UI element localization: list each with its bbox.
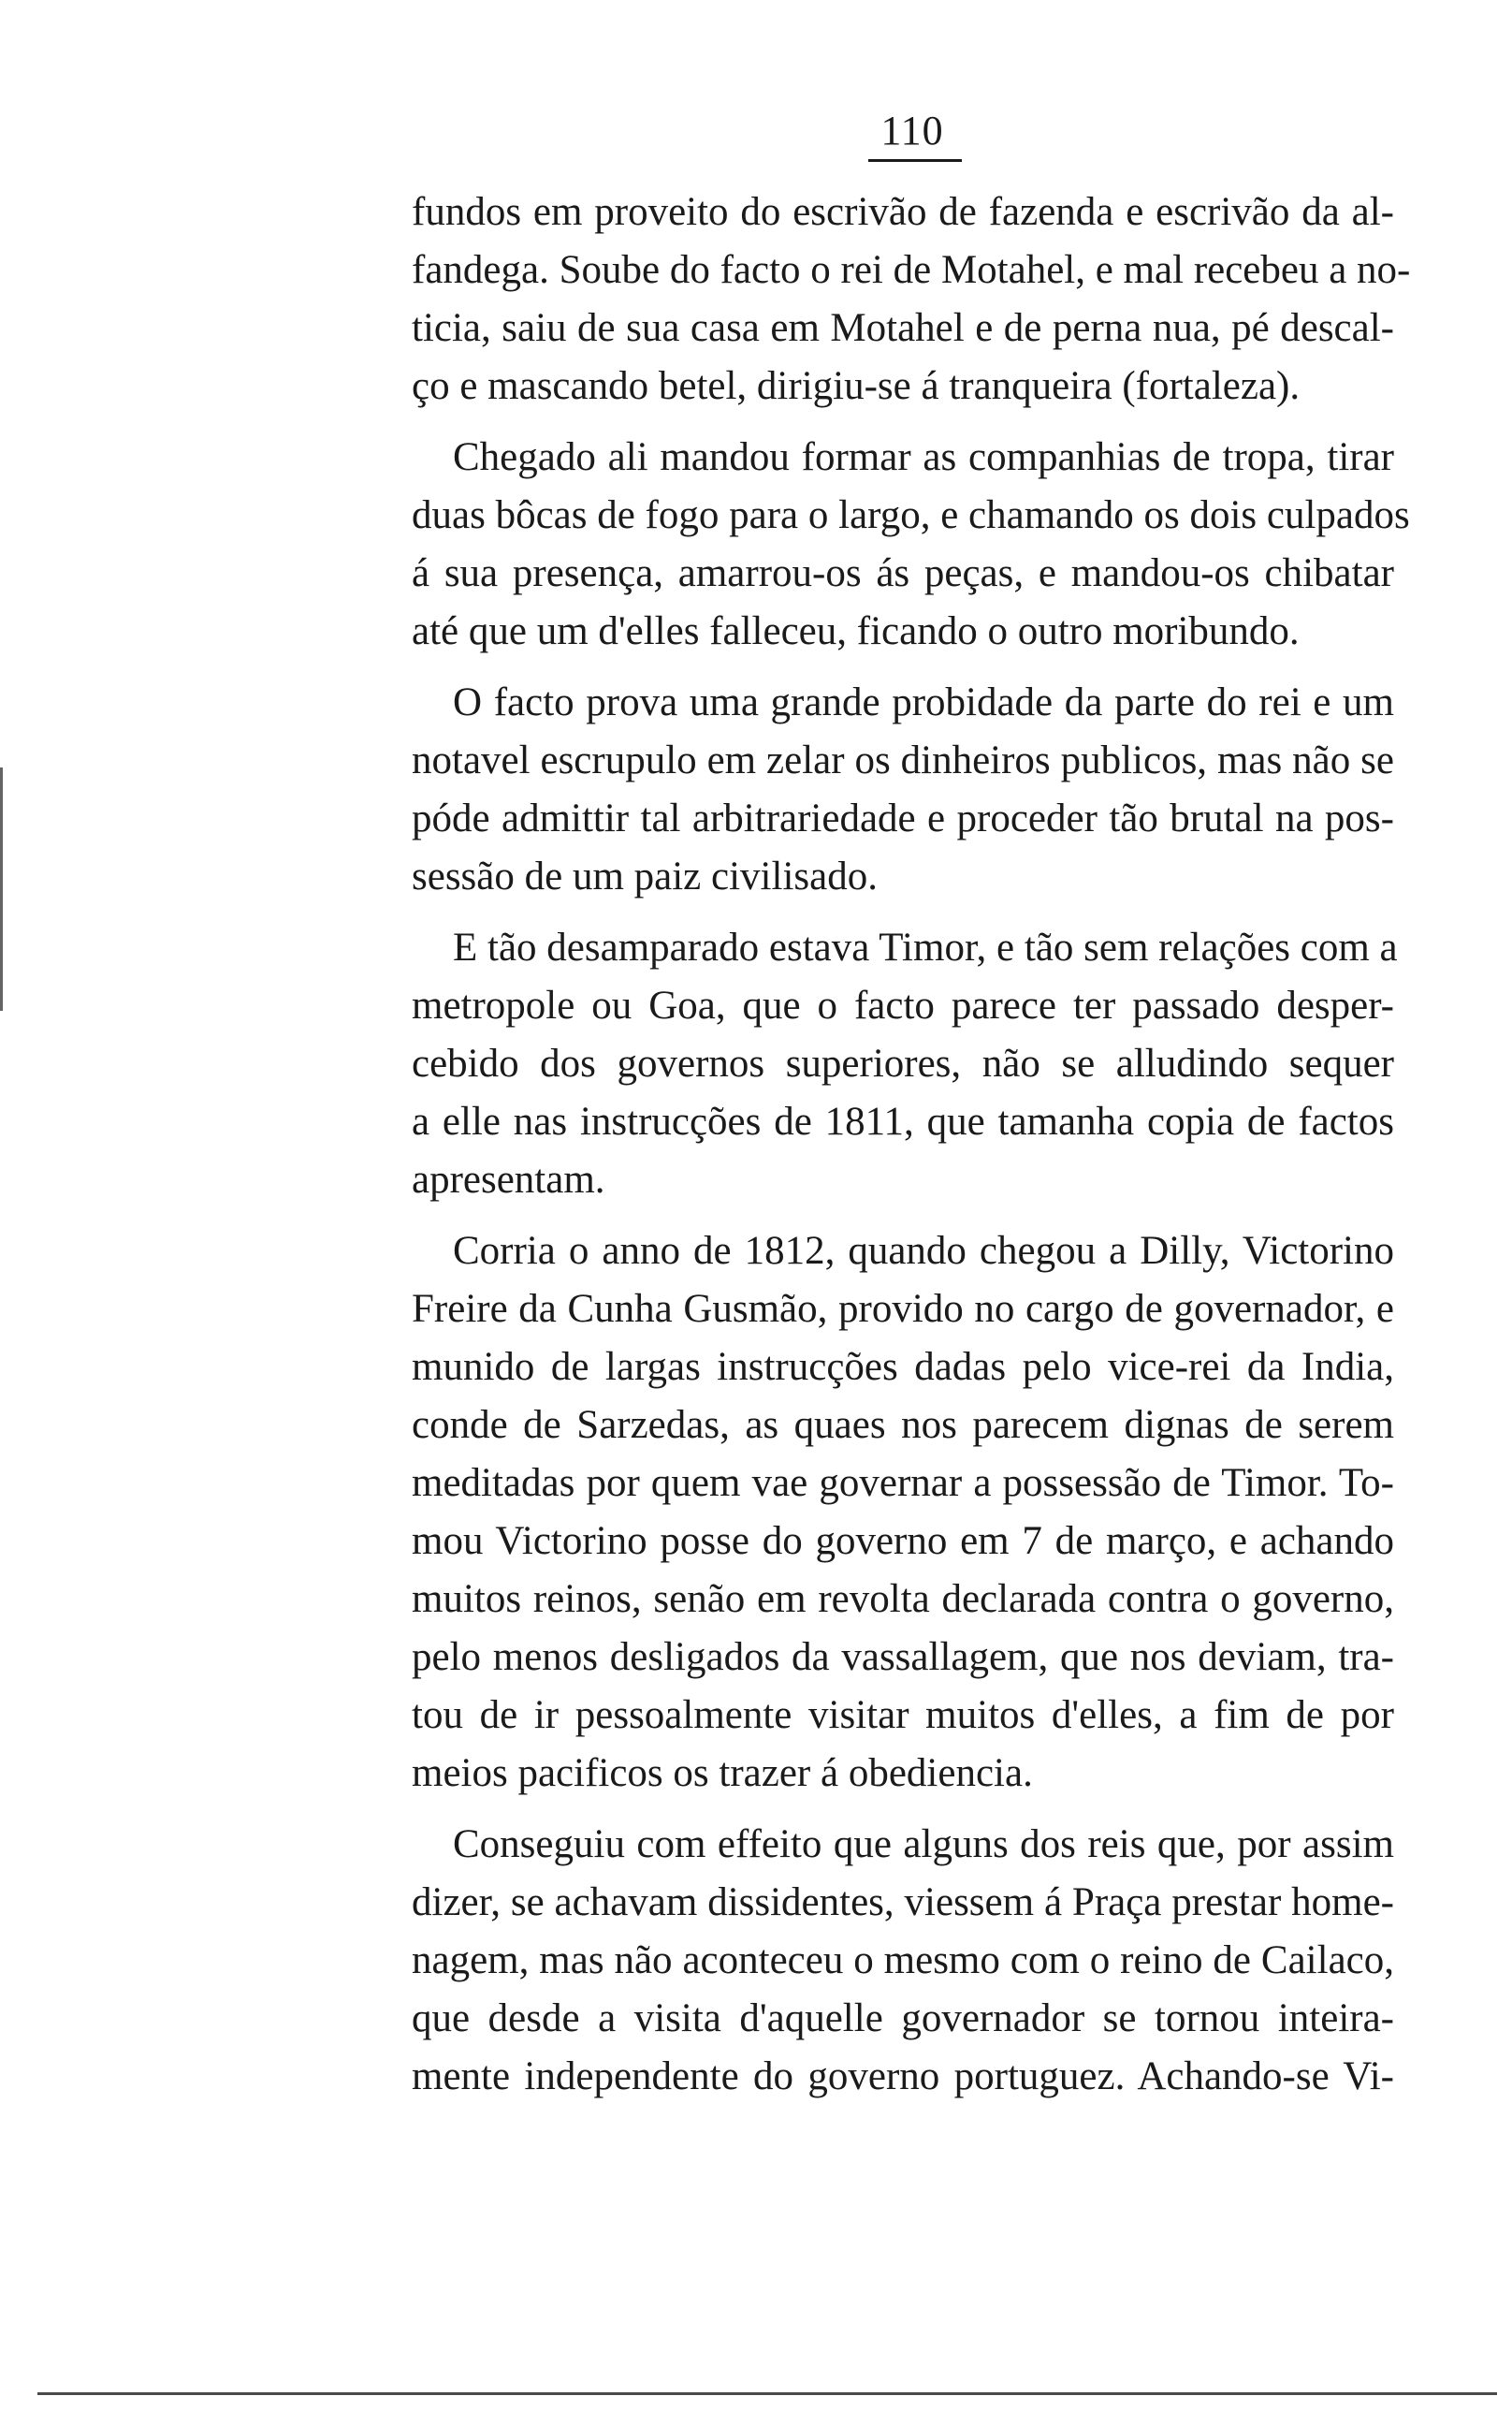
text-line: Corria o anno de 1812, quando chegou a Dilly, Victorino bbox=[453, 1229, 1394, 1273]
text-line: notavel escrupulo em zelar os dinheiros publicos, mas não se bbox=[412, 738, 1394, 782]
text-line: a elle nas instrucções de 1811, que tamanha copia de factos bbox=[412, 1100, 1394, 1144]
text-line: que desde a visita d'aquelle governador se tornou inteira- bbox=[412, 1996, 1394, 2040]
text-line: ço e mascando betel, dirigiu-se á tranqueira (fortaleza). bbox=[412, 364, 1301, 408]
text-line: pelo menos desligados da vassallagem, que nos deviam, tra- bbox=[412, 1635, 1394, 1679]
text-line: tou de ir pessoalmente visitar muitos d'elles, a fim de por bbox=[412, 1693, 1394, 1737]
text-line: muitos reinos, senão em revolta declarada contra o governo, bbox=[412, 1577, 1394, 1621]
page-number: 110 bbox=[880, 108, 944, 153]
text-line: dizer, se achavam dissidentes, viessem á Praça prestar home- bbox=[412, 1880, 1394, 1924]
text-line: Chegado ali mandou formar as companhias de tropa, tirar bbox=[453, 435, 1394, 479]
left-margin-scan-marks bbox=[0, 767, 10, 1011]
text-line: mou Victorino posse do governo em 7 de março, e achando bbox=[412, 1519, 1394, 1563]
text-line: fundos em proveito do escrivão de fazenda e escrivão da al- bbox=[412, 190, 1394, 234]
text-line: fandega. Soube do facto o rei de Motahel, e mal recebeu a no- bbox=[412, 248, 1411, 292]
text-line: metropole ou Goa, que o facto parece ter passado desper- bbox=[412, 984, 1394, 1028]
text-line: duas bôcas de fogo para o largo, e chamando os dois culpados bbox=[412, 493, 1410, 537]
text-line: meios pacificos os trazer á obediencia. bbox=[412, 1751, 1033, 1795]
page-number-underline bbox=[868, 159, 962, 162]
text-line: apresentam. bbox=[412, 1158, 605, 1202]
text-line: E tão desamparado estava Timor, e tão sem relações com a bbox=[453, 926, 1398, 970]
text-line: póde admittir tal arbitrariedade e proceder tão brutal na pos- bbox=[412, 796, 1394, 840]
body-text bbox=[412, 183, 1411, 2106]
bottom-scan-edge bbox=[37, 2392, 1497, 2395]
text-line: até que um d'elles falleceu, ficando o outro moribundo. bbox=[412, 609, 1300, 653]
text-line: Freire da Cunha Gusmão, provido no cargo de governador, e bbox=[412, 1287, 1394, 1331]
text-line: meditadas por quem vae governar a possessão de Timor. To- bbox=[412, 1461, 1394, 1505]
text-line: mente independente do governo portuguez. Achando-se Vi- bbox=[412, 2054, 1394, 2098]
text-line: conde de Sarzedas, as quaes nos parecem dignas de serem bbox=[412, 1403, 1394, 1447]
text-line: munido de largas instrucções dadas pelo vice-rei da India, bbox=[412, 1345, 1394, 1389]
text-line: nagem, mas não aconteceu o mesmo com o reino de Cailaco, bbox=[412, 1938, 1394, 1982]
text-line: sessão de um paiz civilisado. bbox=[412, 855, 878, 899]
text-line: ticia, saiu de sua casa em Motahel e de perna nua, pé descal- bbox=[412, 306, 1394, 350]
text-line: á sua presença, amarrou-os ás peças, e mandou-os chibatar bbox=[412, 551, 1394, 595]
text-line: Conseguiu com effeito que alguns dos reis que, por assim bbox=[453, 1822, 1394, 1866]
text-line: O facto prova uma grande probidade da parte do rei e um bbox=[453, 680, 1394, 724]
text-line: cebido dos governos superiores, não se alludindo sequer bbox=[412, 1042, 1394, 1086]
